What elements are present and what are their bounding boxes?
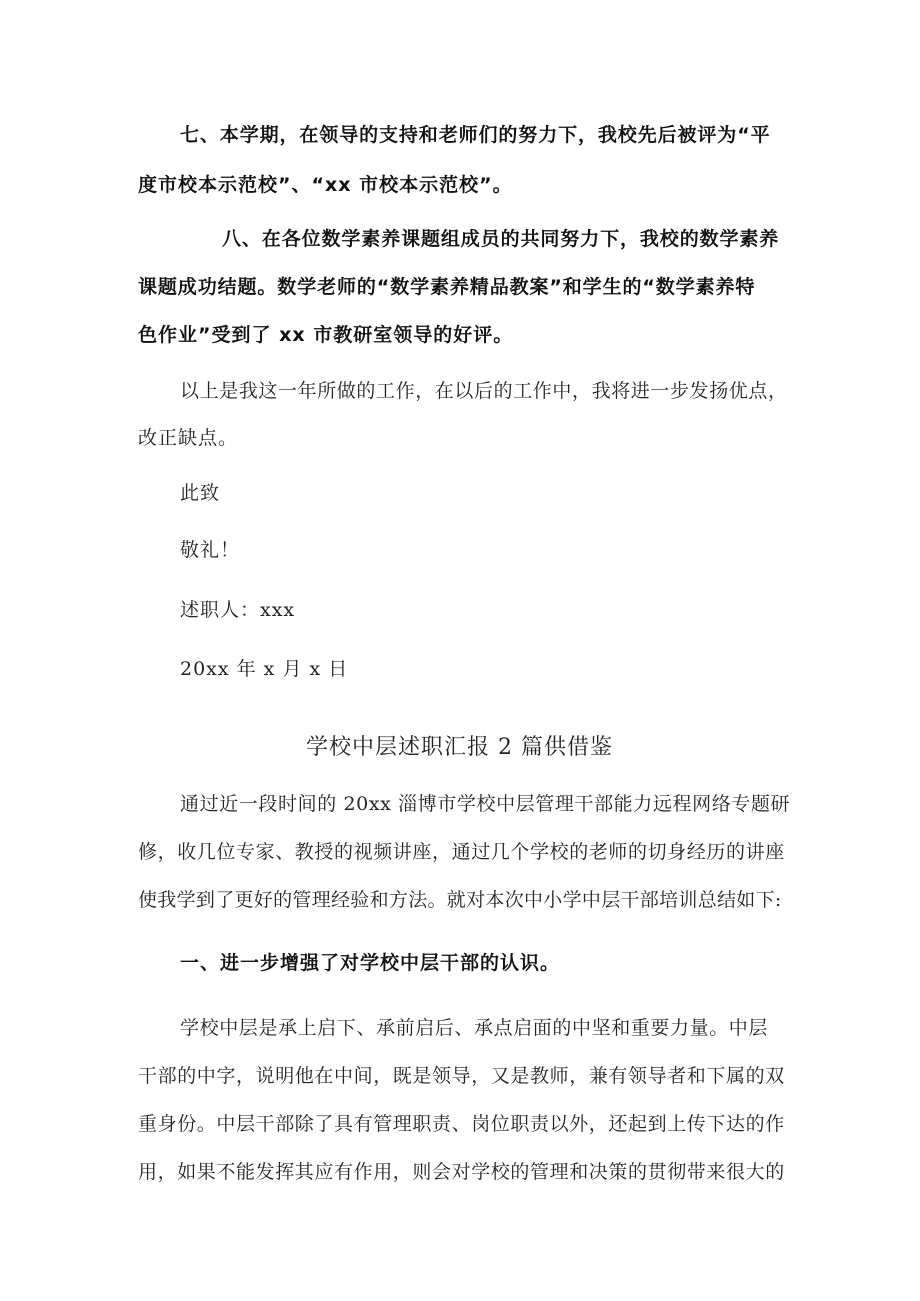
- signer: 述职人：xxx: [180, 599, 296, 621]
- salutation-jingli: 敬礼！: [180, 539, 241, 561]
- section8-line2: 课题成功结题。数学老师的“数学素养精品教案”和学生的“数学素养特: [138, 276, 756, 298]
- article-title: 学校中层述职汇报 2 篇供借鉴: [306, 735, 613, 760]
- para1-line4: 用，如果不能发挥其应有作用，则会对学校的管理和决策的贯彻带来很大的: [138, 1161, 785, 1183]
- para1-line3: 重身份。中层干部除了具有管理职责、岗位职责以外，还起到上传下达的作: [138, 1113, 785, 1135]
- intro-line2: 修，收几位专家、教授的视频讲座，通过几个学校的老师的切身经历的讲座: [138, 841, 785, 863]
- section8-line3: 色作业”受到了 xx 市教研室领导的好评。: [138, 324, 514, 346]
- closing-line2: 改正缺点。: [138, 427, 239, 449]
- date: 20xx 年 x 月 x 日: [180, 658, 349, 680]
- section8-line1: 八、在各位数学素养课题组成员的共同努力下，我校的数学素养: [222, 228, 780, 250]
- intro-line1: 通过近一段时间的 20xx 淄博市学校中层管理干部能力远程网络专题研: [180, 793, 791, 815]
- section7-line2: 度市校本示范校”、“xx 市校本示范校”。: [138, 174, 513, 196]
- para1-line2: 干部的中字，说明他在中间，既是领导，又是教师，兼有领导者和下属的双: [138, 1065, 785, 1087]
- section7-line1: 七、本学期，在领导的支持和老师们的努力下，我校先后被评为“平: [180, 124, 771, 146]
- intro-line3: 使我学到了更好的管理经验和方法。就对本次中小学中层干部培训总结如下:: [138, 889, 782, 911]
- closing-line1: 以上是我这一年所做的工作，在以后的工作中，我将进一步发扬优点，: [180, 380, 788, 402]
- salutation-cizhi: 此致: [180, 482, 221, 504]
- heading-1: 一、进一步增强了对学校中层干部的认识。: [180, 952, 561, 974]
- para1-line1: 学校中层是承上启下、承前启后、承点启面的中坚和重要力量。中层: [180, 1017, 769, 1039]
